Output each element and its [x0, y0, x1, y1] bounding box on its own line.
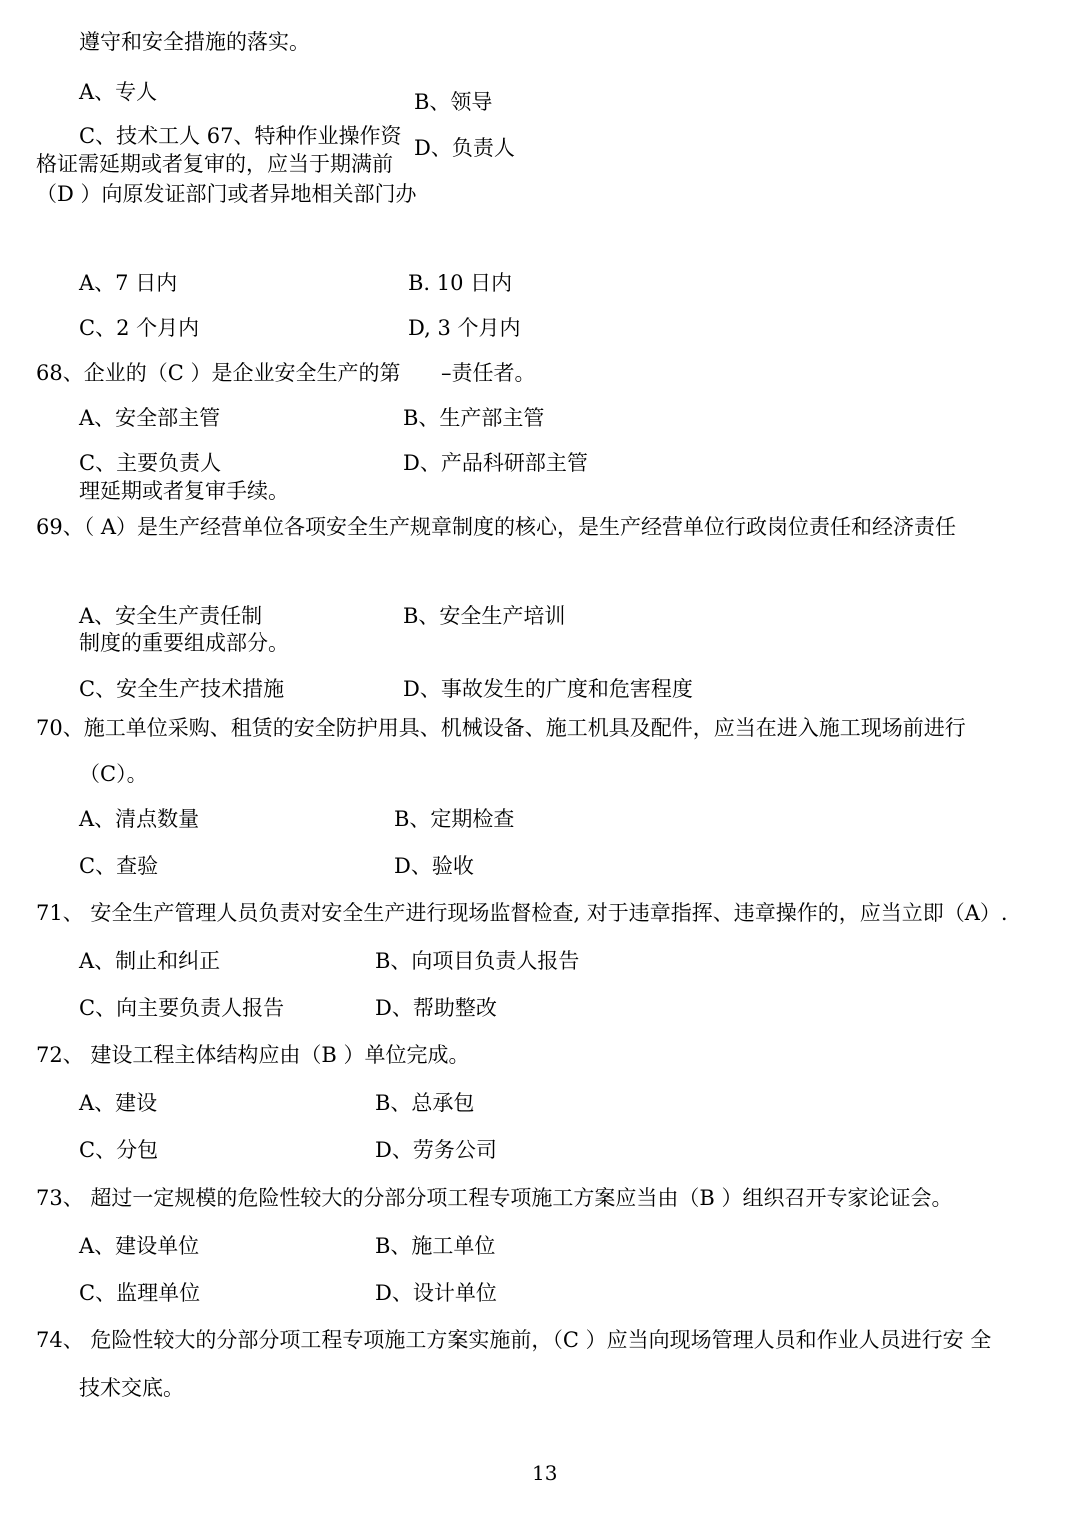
option-c: C、监理单位	[79, 1281, 201, 1305]
option-c: C、查验	[79, 854, 159, 878]
question-71: 71、 安全生产管理人员负责对安全生产进行现场监督检查, 对于违章指挥、违章操作的，应当立即（A）.	[36, 901, 1008, 925]
option-b: B、施工单位	[375, 1234, 496, 1258]
option-a: A、建设	[79, 1091, 158, 1115]
option-a: A、安全生产责任制	[79, 604, 263, 628]
option-a: A、安全部主管	[79, 406, 221, 430]
option-b: B、向项目负责人报告	[375, 949, 580, 973]
option-c: C、主要负责人	[79, 451, 222, 475]
option-d: D, 3 个月内	[408, 316, 521, 340]
text-line: 制度的重要组成部分。	[79, 631, 289, 655]
option-a: A、专人	[79, 80, 158, 104]
option-a: A、7 日内	[79, 271, 178, 295]
option-d: D、负责人	[414, 136, 515, 160]
question-68: 68、企业的（C ）是企业安全生产的第	[36, 361, 401, 385]
option-b: B、生产部主管	[403, 406, 545, 430]
option-b: B、定期检查	[394, 807, 515, 831]
option-c: C、安全生产技术措施	[79, 677, 285, 701]
option-c: C、2 个月内	[79, 316, 200, 340]
option-b: B、安全生产培训	[403, 604, 566, 628]
option-c-with-q67: C、技术工人 67、特种作业操作资	[79, 124, 402, 148]
option-d: D、验收	[394, 854, 474, 878]
page-number: 13	[532, 1461, 558, 1485]
text-line: （D ）向原发证部门或者异地相关部门办	[36, 182, 417, 206]
text-line: 格证需延期或者复审的，应当于期满前	[36, 152, 393, 176]
option-c: C、向主要负责人报告	[79, 996, 285, 1020]
option-a: A、清点数量	[79, 807, 200, 831]
option-b: B. 10 日内	[408, 271, 513, 295]
option-c: C、分包	[79, 1138, 159, 1162]
option-a: A、建设单位	[79, 1234, 200, 1258]
option-d: D、产品科研部主管	[403, 451, 588, 475]
option-b: B、领导	[414, 90, 493, 114]
option-d: D、设计单位	[375, 1281, 497, 1305]
text-line: 遵守和安全措施的落实。	[79, 30, 310, 54]
option-d: D、劳务公司	[375, 1138, 497, 1162]
option-a: A、制止和纠正	[79, 949, 221, 973]
question-70-answer: （C）。	[79, 762, 148, 786]
question-74: 74、 危险性较大的分部分项工程专项施工方案实施前，（C ）应当向现场管理人员和作业人员进行安 全	[36, 1328, 992, 1352]
question-72: 72、 建设工程主体结构应由（B ）单位完成。	[36, 1043, 470, 1067]
question-73: 73、 超过一定规模的危险性较大的分部分项工程专项施工方案应当由（B ）组织召开专家论证会。	[36, 1186, 953, 1210]
question-74-continuation: 技术交底。	[79, 1376, 184, 1400]
option-b: B、总承包	[375, 1091, 475, 1115]
option-d: D、事故发生的广度和危害程度	[403, 677, 693, 701]
question-70: 70、施工单位采购、租赁的安全防护用具、机械设备、施工机具及配件，应当在进入施工现场前进行	[36, 716, 966, 740]
question-69: 69、（ A）是生产经营单位各项安全生产规章制度的核心，是生产经营单位行政岗位责任和经济责任	[36, 515, 957, 539]
question-68-tail: –责任者。	[441, 361, 536, 385]
text-line: 理延期或者复审手续。	[79, 479, 289, 503]
option-d: D、帮助整改	[375, 996, 497, 1020]
